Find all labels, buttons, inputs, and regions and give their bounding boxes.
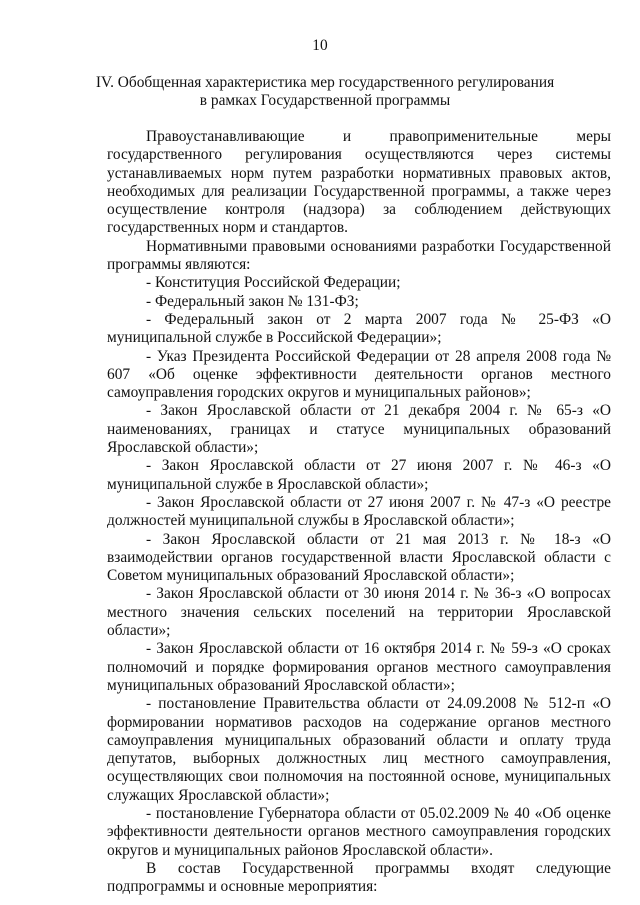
list-item: - постановление Правительства области от 24.09.2008 № 512-п «О формировании нормативов расходов на содержание органов местного самоуправления муниципальных образований области и оплату труда депутатов, выборных должностных лиц местного самоуправления, осуществляющих свои полномочия на постоянной основе, муниципальных служащих Ярославской области»; <box>107 695 611 804</box>
list-item: - Закон Ярославской области от 21 мая 2013 г. № 18-з «О взаимодействии органов государственной власти Ярославской области с Советом муниципальных образований Ярославской области»; <box>107 530 611 585</box>
list-item: - Федеральный закон № 131-ФЗ; <box>146 292 359 310</box>
list-item: - Конституция Российской Федерации; <box>146 274 401 292</box>
paragraph: Нормативными правовыми основаниями разработки Государственной программы являются: <box>107 237 611 274</box>
page-number: 10 <box>312 37 328 54</box>
paragraph: Правоустанавливающие и правоприменительные меры государственного регулирования осуществляются через системы устанавливаемых норм путем разработки нормативных правовых актов, необходимых для реализации Государственной программы, а также через осуществление контроля (надзора) за соблюдением действующих государственных норм и стандартов. <box>107 128 611 237</box>
list-item: - Закон Ярославской области от 16 октября 2014 г. № 59-з «О сроках полномочий и порядке формирования органов местного самоуправления муниципальных образований Ярославской области»; <box>107 640 611 694</box>
list-item: - Закон Ярославской области от 30 июня 2014 г. № 36-з «О вопросах местного значения сельских поселений на территории Ярославской области»; <box>107 585 611 640</box>
list-item: - Закон Ярославской области от 27 июня 2007 г. № 46-з «О муниципальной службе в Ярославской области»; <box>107 457 611 493</box>
document-body <box>107 128 611 896</box>
paragraph: В состав Государственной программы входят следующие подпрограммы и основные мероприятия: <box>107 859 611 896</box>
list-item: - Закон Ярославской области от 27 июня 2007 г. № 47-з «О реестре должностей муниципальной службы в Ярославской области»; <box>107 493 611 530</box>
list-item: - Закон Ярославской области от 21 декабря 2004 г. № 65-з «О наименованиях, границах и статусе муниципальных образований Ярославской области»; <box>107 402 611 457</box>
section-title: IV. Обобщенная характеристика мер государственного регулирования в рамках Государственной программы <box>95 74 555 110</box>
list-item: - постановление Губернатора области от 05.02.2009 № 40 «Об оценке эффективности деятельности органов местного самоуправления городских округов и муниципальных районов Ярославской области». <box>107 804 611 859</box>
list-item: - Федеральный закон от 2 марта 2007 года № 25-ФЗ «О муниципальной службе в Российской Федерации»; <box>107 310 611 347</box>
list-item: - Указ Президента Российской Федерации от 28 апреля 2008 года № 607 «Об оценке эффективности деятельности органов местного самоуправления городских округов и муниципальных районов»; <box>107 347 611 402</box>
